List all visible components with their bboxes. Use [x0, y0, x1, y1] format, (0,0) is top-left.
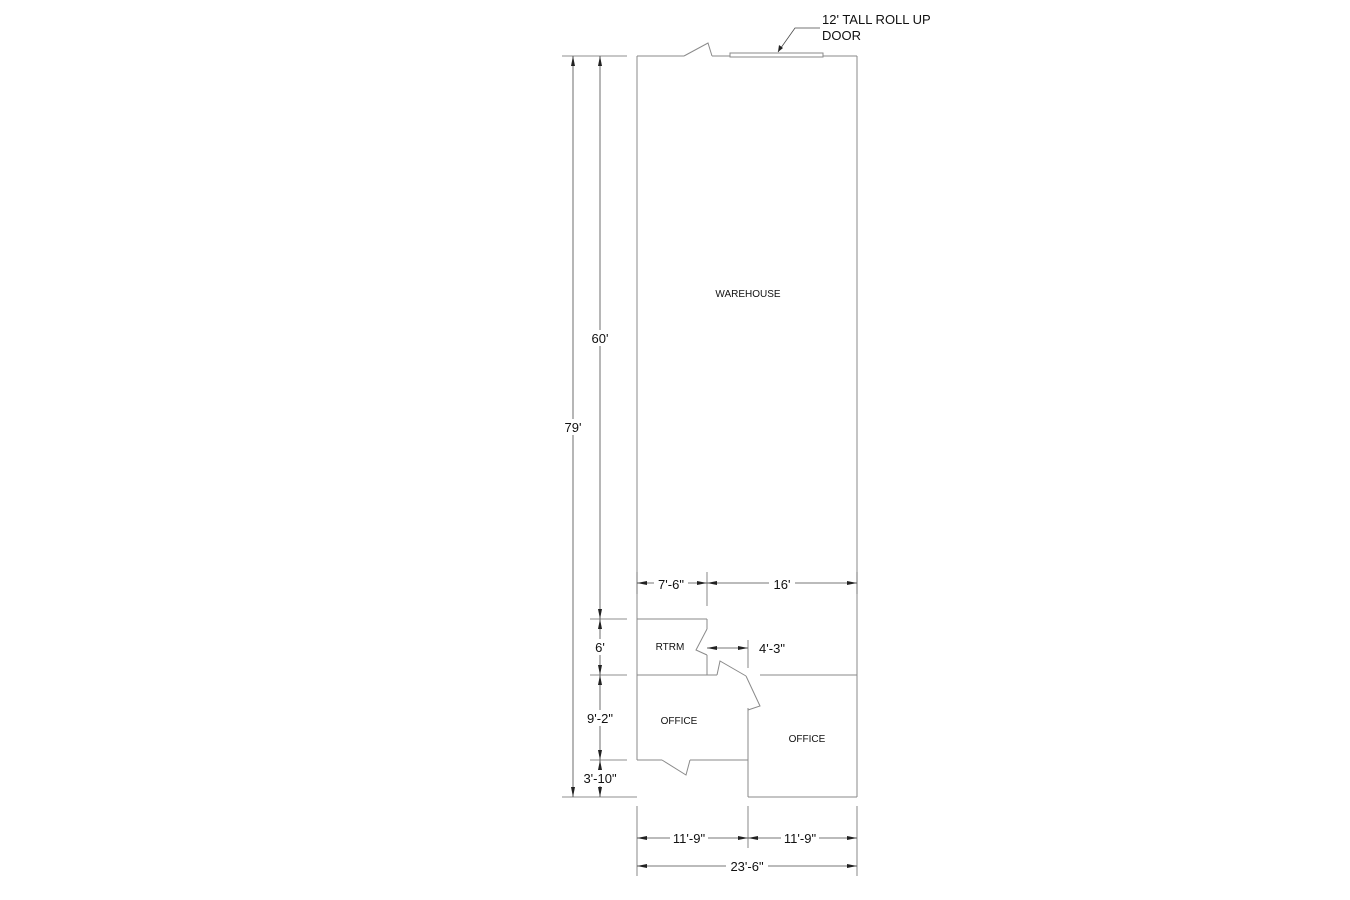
left-office-door-swing [662, 760, 690, 775]
restroom-door-swing [696, 629, 707, 655]
dim-office-right-width: 11'-9" [783, 831, 817, 846]
doors [662, 43, 823, 775]
leader-line [778, 28, 820, 52]
room-labels [656, 289, 826, 745]
room-label-office-left: OFFICE [660, 716, 698, 727]
roll-up-door-leader [778, 28, 820, 52]
walls [637, 56, 857, 797]
note-line-2: DOOR [822, 28, 861, 43]
dim-overall-depth: 79' [564, 420, 582, 435]
room-label-warehouse: WAREHOUSE [715, 289, 781, 300]
dimension-labels [565, 331, 817, 874]
dim-door-offset: 4'-3" [759, 641, 785, 656]
roll-up-door-note [822, 12, 931, 43]
room-label-restroom: RTRM [655, 642, 685, 653]
note-line-1: 12' TALL ROLL UP [822, 12, 931, 27]
dim-restroom-width: 7'-6" [658, 577, 684, 592]
office-door-swing-left [717, 661, 746, 676]
dim-warehouse-right-width: 16' [773, 577, 791, 592]
dim-office-depth: 9'-2" [587, 711, 613, 726]
roll-up-door [730, 53, 823, 57]
extension-lines [562, 56, 857, 876]
entry-door-swing [684, 43, 712, 56]
dimension-lines [571, 56, 857, 868]
dim-front-depth: 3'-10" [583, 771, 617, 786]
dim-restroom-depth: 6' [595, 640, 605, 655]
room-label-office-right: OFFICE [788, 734, 826, 745]
dim-warehouse-depth: 60' [591, 331, 609, 346]
dim-overall-width: 23'-6" [730, 859, 764, 874]
dim-office-left-width: 11'-9" [672, 831, 706, 846]
office-door-swing-right [746, 676, 760, 710]
